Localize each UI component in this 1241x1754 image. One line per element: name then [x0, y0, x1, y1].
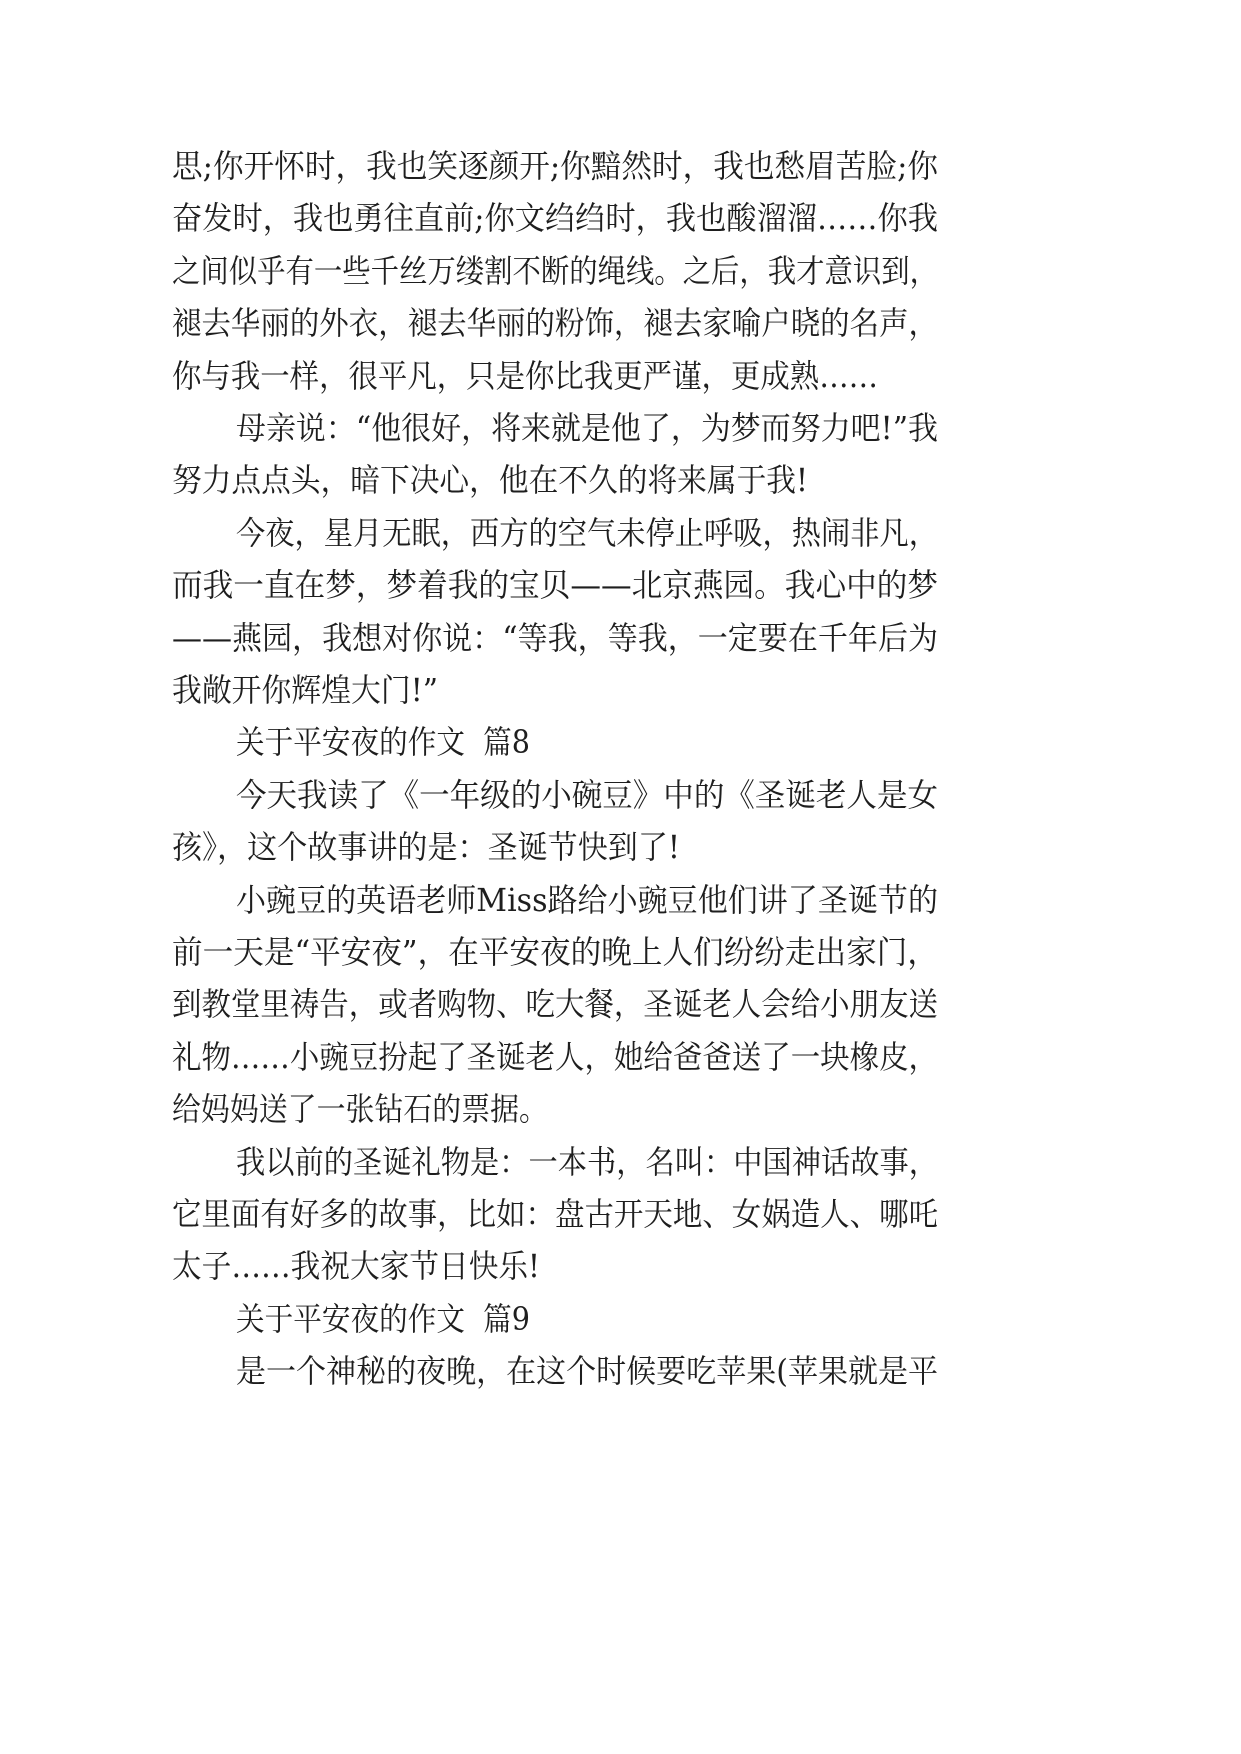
paragraph-first-line: 今天我读了《一年级的小碗豆》中的《圣诞老人是女: [236, 776, 939, 814]
text-line: 到教堂里祷告，或者购物、吃大餐，圣诞老人会给小朋友送: [172, 985, 939, 1023]
text-line: 之间似乎有一些千丝万缕割不断的绳线。之后，我才意识到，: [172, 252, 939, 290]
text-line: 它里面有好多的故事，比如：盘古开天地、女娲造人、哪吒: [172, 1195, 939, 1233]
section-heading: 关于平安夜的作文 篇9: [236, 1300, 531, 1338]
paragraph-first-line: 母亲说：“他很好，将来就是他了，为梦而努力吧!”我: [236, 409, 938, 447]
text-line: 我敞开你辉煌大门!”: [172, 671, 439, 709]
paragraph-first-line: 小豌豆的英语老师Miss路给小豌豆他们讲了圣诞节的: [236, 881, 939, 919]
text-line: 而我一直在梦，梦着我的宝贝——北京燕园。我心中的梦: [172, 566, 939, 604]
text-line: 前一天是“平安夜”，在平安夜的晚上人们纷纷走出家门，: [172, 933, 938, 971]
text-line: 思;你开怀时，我也笑逐颜开;你黯然时，我也愁眉苦脸;你: [172, 147, 939, 185]
paragraph-first-line: 我以前的圣诞礼物是：一本书，名叫：中国神话故事，: [236, 1143, 938, 1181]
text-line: 努力点点头，暗下决心，他在不久的将来属于我!: [172, 461, 808, 499]
section-heading: 关于平安夜的作文 篇8: [236, 723, 531, 761]
text-line: ——燕园，我想对你说：“等我，等我，一定要在千年后为: [172, 619, 939, 657]
text-line: 礼物……小豌豆扮起了圣诞老人，她给爸爸送了一块橡皮，: [172, 1038, 939, 1076]
paragraph-first-line: 今夜，星月无眠，西方的空气未停止呼吸，热闹非凡，: [236, 514, 938, 552]
text-line: 奋发时，我也勇往直前;你文绉绉时，我也酸溜溜……你我: [172, 199, 938, 237]
text-line: 太子……我祝大家节日快乐!: [172, 1247, 540, 1285]
text-line: 给妈妈送了一张钻石的票据。: [172, 1090, 548, 1128]
text-line: 褪去华丽的外衣，褪去华丽的粉饰，褪去家喻户晓的名声，: [172, 304, 939, 342]
text-line: 你与我一样，很平凡，只是你比我更严谨，更成熟……: [172, 357, 879, 395]
text-line: 孩》，这个故事讲的是：圣诞节快到了!: [172, 828, 680, 866]
paragraph-first-line: 是一个神秘的夜晚，在这个时候要吃苹果(苹果就是平: [236, 1352, 939, 1390]
